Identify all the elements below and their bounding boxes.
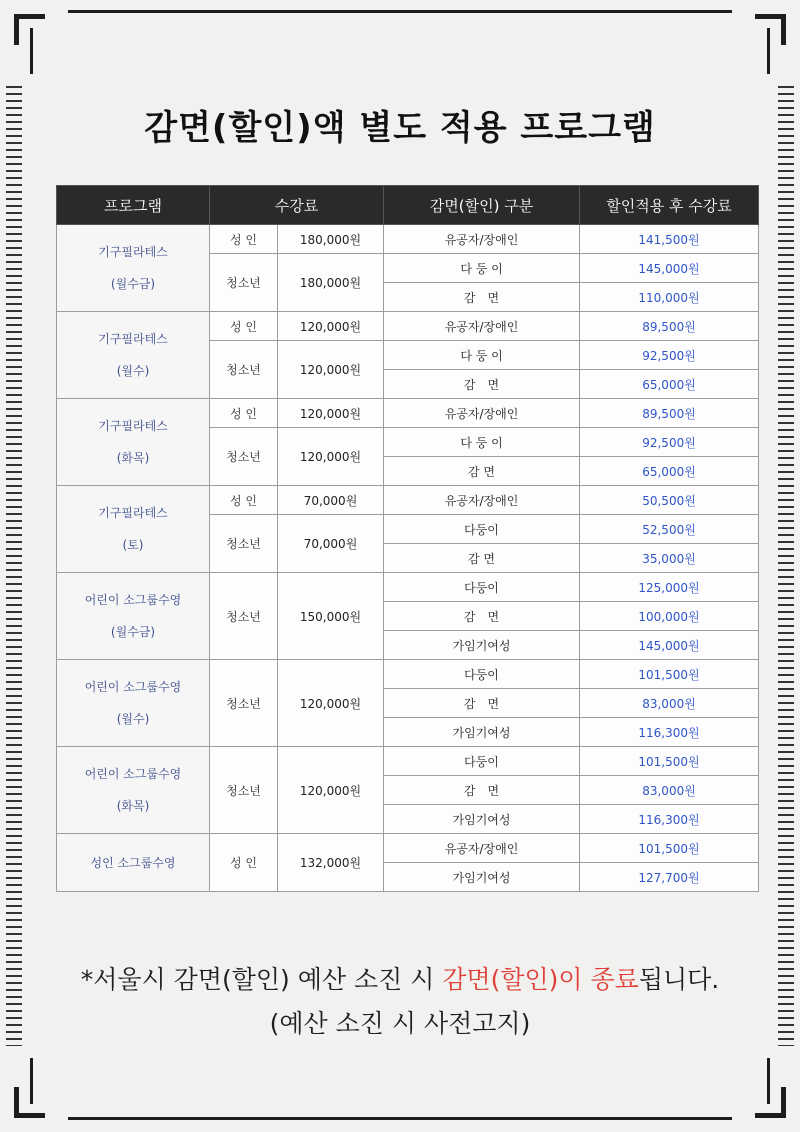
- fee-cell: 70,000원: [278, 486, 384, 515]
- audience-cell: 청소년: [210, 747, 278, 834]
- fee-cell: 120,000원: [278, 747, 384, 834]
- audience-cell: 성 인: [210, 312, 278, 341]
- audience-cell: 청소년: [210, 515, 278, 573]
- program-name-cell: [57, 225, 210, 312]
- final-fee-cell: 92,500원: [580, 428, 759, 457]
- program-name: 기구필라테스: [98, 245, 168, 259]
- final-fee-cell: 65,000원: [580, 457, 759, 486]
- discount-type-cell: 감 면: [384, 283, 580, 312]
- discount-type-cell: 다둥이: [384, 573, 580, 602]
- program-name: 기구필라테스: [98, 332, 168, 346]
- table-row: [57, 573, 759, 602]
- program-name: 어린이 소그룹수영: [84, 767, 182, 781]
- discount-type-cell: 다 둥 이: [384, 341, 580, 370]
- final-fee-cell: 125,000원: [580, 573, 759, 602]
- discount-type-cell: 가임기여성: [384, 805, 580, 834]
- final-fee-cell: 89,500원: [580, 312, 759, 341]
- discount-type-cell: 유공자/장애인: [384, 399, 580, 428]
- table-row: [57, 747, 759, 776]
- fee-cell: 132,000원: [278, 834, 384, 892]
- fee-cell: 70,000원: [278, 515, 384, 573]
- discount-type-cell: 감 면: [384, 689, 580, 718]
- program-schedule: (토): [122, 538, 144, 552]
- page-title: 감면(할인)액 별도 적용 프로그램: [144, 108, 656, 148]
- final-fee-cell: 116,300원: [580, 805, 759, 834]
- notice-line-1: [0, 958, 800, 1002]
- discount-type-cell: 다둥이: [384, 660, 580, 689]
- discount-type-cell: 감 면: [384, 602, 580, 631]
- discount-type-cell: 가임기여성: [384, 863, 580, 892]
- notice-suffix: 됩니다.: [638, 965, 720, 994]
- left-tick-border: [6, 86, 22, 1046]
- corner-bar-top-left: [30, 28, 33, 74]
- program-schedule: (화목): [116, 451, 150, 465]
- discount-type-cell: 가임기여성: [384, 718, 580, 747]
- fee-cell: 150,000원: [278, 573, 384, 660]
- fee-cell: 120,000원: [278, 660, 384, 747]
- program-name-cell: [57, 660, 210, 747]
- fee-cell: 180,000원: [278, 225, 384, 254]
- discount-type-cell: 감 면: [384, 776, 580, 805]
- final-fee-cell: 145,000원: [580, 254, 759, 283]
- notice: [0, 958, 800, 1046]
- discount-type-cell: 감 면: [384, 544, 580, 573]
- final-fee-cell: 65,000원: [580, 370, 759, 399]
- audience-cell: 성 인: [210, 486, 278, 515]
- final-fee-cell: 83,000원: [580, 689, 759, 718]
- corner-bracket-top-right: [755, 14, 786, 45]
- final-fee-cell: 52,500원: [580, 515, 759, 544]
- discount-type-cell: 다 둥 이: [384, 428, 580, 457]
- program-name: 기구필라테스: [98, 506, 168, 520]
- audience-cell: 성 인: [210, 399, 278, 428]
- fee-cell: 180,000원: [278, 254, 384, 312]
- notice-line-2: (예산 소진 시 사전고지): [269, 1009, 531, 1038]
- table-row: [57, 834, 759, 863]
- final-fee-cell: 127,700원: [580, 863, 759, 892]
- program-schedule: (화목): [116, 799, 150, 813]
- corner-bracket-bottom-right: [755, 1087, 786, 1118]
- discount-type-cell: 유공자/장애인: [384, 312, 580, 341]
- final-fee-cell: 89,500원: [580, 399, 759, 428]
- corner-bar-top-right: [767, 28, 770, 74]
- top-border-line: [68, 10, 732, 13]
- program-name-cell: [57, 747, 210, 834]
- program-name: 어린이 소그룹수영: [84, 680, 182, 694]
- program-schedule: (월수금): [110, 277, 156, 291]
- program-name: 어린이 소그룹수영: [84, 593, 182, 607]
- discount-type-cell: 다둥이: [384, 515, 580, 544]
- table-row: [57, 486, 759, 515]
- program-schedule: (월수금): [110, 625, 156, 639]
- program-schedule: (월수): [116, 364, 150, 378]
- final-fee-cell: 100,000원: [580, 602, 759, 631]
- audience-cell: 성 인: [210, 225, 278, 254]
- header-discount-type: 감면(할인) 구분: [384, 186, 580, 225]
- corner-bar-bottom-right: [767, 1058, 770, 1104]
- discount-type-cell: 유공자/장애인: [384, 486, 580, 515]
- program-name-cell: [57, 312, 210, 399]
- final-fee-cell: 141,500원: [580, 225, 759, 254]
- notice-highlight: 감면(할인)이 종료: [442, 965, 639, 994]
- table-body: [57, 225, 759, 892]
- program-name-cell: [57, 573, 210, 660]
- bottom-border-line: [68, 1117, 732, 1120]
- table-row: [57, 399, 759, 428]
- fee-cell: 120,000원: [278, 341, 384, 399]
- table-header-row: [57, 186, 759, 225]
- final-fee-cell: 101,500원: [580, 834, 759, 863]
- final-fee-cell: 101,500원: [580, 660, 759, 689]
- discount-type-cell: 감 면: [384, 370, 580, 399]
- audience-cell: 청소년: [210, 254, 278, 312]
- header-program: 프로그램: [57, 186, 210, 225]
- program-name-cell: [57, 834, 210, 892]
- final-fee-cell: 50,500원: [580, 486, 759, 515]
- table-row: [57, 660, 759, 689]
- final-fee-cell: 116,300원: [580, 718, 759, 747]
- discount-type-cell: 가임기여성: [384, 631, 580, 660]
- audience-cell: 청소년: [210, 573, 278, 660]
- price-table: [56, 185, 759, 892]
- audience-cell: 청소년: [210, 660, 278, 747]
- program-name: 기구필라테스: [98, 419, 168, 433]
- final-fee-cell: 101,500원: [580, 747, 759, 776]
- program-name-cell: [57, 399, 210, 486]
- table-row: [57, 312, 759, 341]
- notice-prefix: *서울시 감면(할인) 예산 소진 시: [80, 965, 443, 994]
- table-row: [57, 225, 759, 254]
- final-fee-cell: 145,000원: [580, 631, 759, 660]
- discount-type-cell: 다둥이: [384, 747, 580, 776]
- final-fee-cell: 92,500원: [580, 341, 759, 370]
- header-fee: 수강료: [210, 186, 384, 225]
- discount-type-cell: 감 면: [384, 457, 580, 486]
- right-tick-border: [778, 86, 794, 1046]
- final-fee-cell: 110,000원: [580, 283, 759, 312]
- program-name: 성인 소그룹수영: [90, 855, 176, 870]
- fee-cell: 120,000원: [278, 428, 384, 486]
- program-schedule: (월수): [116, 712, 150, 726]
- fee-cell: 120,000원: [278, 312, 384, 341]
- audience-cell: 성 인: [210, 834, 278, 892]
- audience-cell: 청소년: [210, 428, 278, 486]
- program-name-cell: [57, 486, 210, 573]
- final-fee-cell: 83,000원: [580, 776, 759, 805]
- discount-type-cell: 다 둥 이: [384, 254, 580, 283]
- final-fee-cell: 35,000원: [580, 544, 759, 573]
- fee-cell: 120,000원: [278, 399, 384, 428]
- header-final-fee: 할인적용 후 수강료: [580, 186, 759, 225]
- audience-cell: 청소년: [210, 341, 278, 399]
- corner-bar-bottom-left: [30, 1058, 33, 1104]
- discount-type-cell: 유공자/장애인: [384, 225, 580, 254]
- discount-type-cell: 유공자/장애인: [384, 834, 580, 863]
